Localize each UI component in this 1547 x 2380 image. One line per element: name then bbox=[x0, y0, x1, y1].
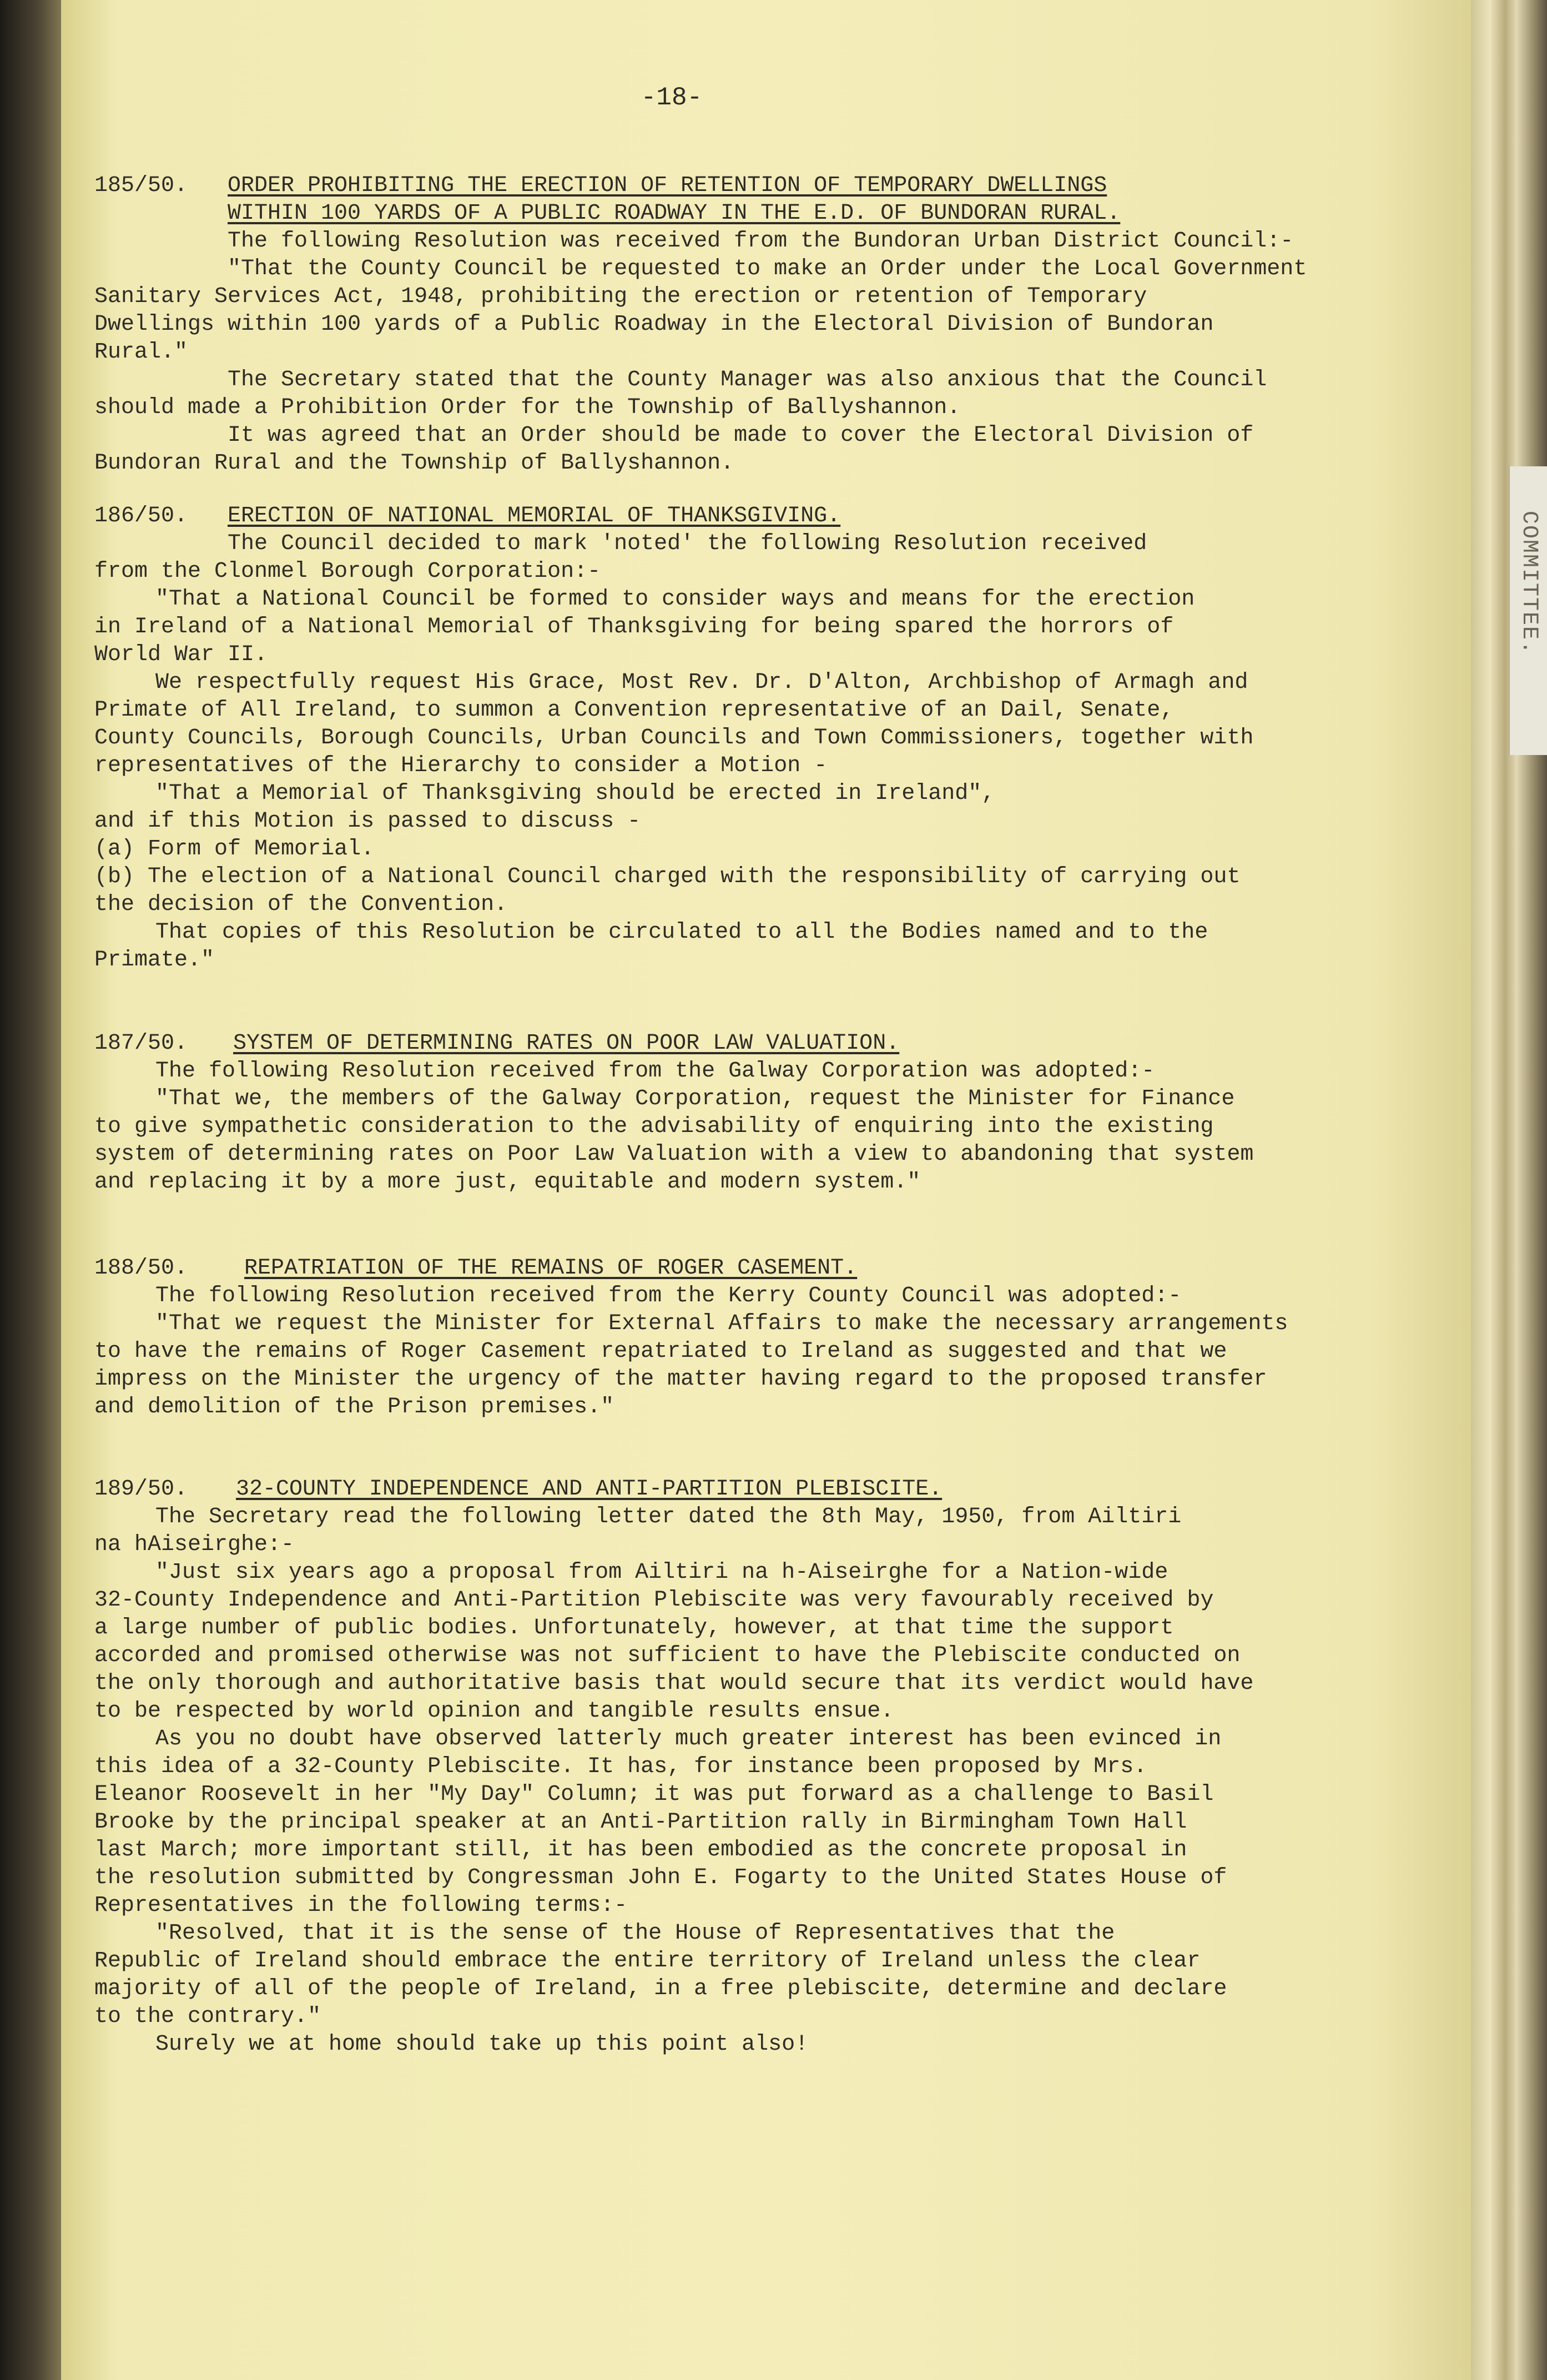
section-heading bbox=[94, 1030, 1343, 1058]
text-line: na hAiseirghe:- bbox=[94, 1532, 295, 1557]
minute-section-187 bbox=[94, 1030, 1343, 1196]
text-line: Brooke by the principal speaker at an Anti-Partition rally in Birmingham Town Hall bbox=[94, 1810, 1187, 1835]
text-line: to have the remains of Roger Casement repatriated to Ireland as suggested and that we bbox=[94, 1339, 1227, 1364]
text-line: a large number of public bodies. Unfortunately, however, at that time the support bbox=[94, 1616, 1174, 1641]
text-line: Primate." bbox=[94, 948, 215, 973]
text-line: "That we, the members of the Galway Corporation, request the Minister for Finance bbox=[155, 1086, 1235, 1111]
text-line: to give sympathetic consideration to the advisability of enquiring into the existing bbox=[94, 1114, 1214, 1139]
text-line: system of determining rates on Poor Law Valuation with a view to abandoning that system bbox=[94, 1142, 1254, 1167]
text-line: "That a Memorial of Thanksgiving should be erected in Ireland", bbox=[155, 781, 995, 806]
section-title-line: ORDER PROHIBITING THE ERECTION OF RETENTION OF TEMPORARY DWELLINGS bbox=[228, 173, 1107, 198]
section-heading bbox=[94, 1255, 1343, 1282]
text-line: The Council decided to mark 'noted' the following Resolution received bbox=[228, 531, 1147, 556]
minute-number: 187/50. bbox=[94, 1031, 188, 1056]
text-line: 32-County Independence and Anti-Partition Plebiscite was very favourably received by bbox=[94, 1588, 1214, 1613]
section-title-line: SYSTEM OF DETERMINING RATES ON POOR LAW VALUATION. bbox=[233, 1031, 900, 1056]
text-line: Dwellings within 100 yards of a Public Roadway in the Electoral Division of Bundoran bbox=[94, 312, 1214, 337]
text-line: It was agreed that an Order should be made to cover the Electoral Division of bbox=[228, 423, 1254, 448]
text-line: Primate of All Ireland, to summon a Convention representative of an Dail, Senate, bbox=[94, 698, 1174, 723]
text-line: majority of all of the people of Ireland, in a free plebiscite, determine and declare bbox=[94, 1976, 1227, 2001]
text-line: "Just six years ago a proposal from Ailtiri na h-Aiseirghe for a Nation-wide bbox=[155, 1560, 1168, 1585]
section-heading bbox=[94, 172, 1343, 200]
text-line: County Councils, Borough Councils, Urban Councils and Town Commissioners, together with bbox=[94, 726, 1254, 751]
text-line: "That the County Council be requested to make an Order under the Local Government bbox=[228, 256, 1307, 281]
minute-number: 186/50. bbox=[94, 504, 188, 529]
text-line: and demolition of the Prison premises." bbox=[94, 1395, 614, 1420]
minute-section-185 bbox=[94, 172, 1343, 477]
index-tab-label: COMMITTEE. bbox=[1516, 511, 1541, 656]
text-line: (b) The election of a National Council charged with the responsibility of carrying out bbox=[94, 864, 1241, 889]
text-line: Sanitary Services Act, 1948, prohibiting the erection or retention of Temporary bbox=[94, 284, 1147, 309]
text-line: the decision of the Convention. bbox=[94, 892, 508, 917]
text-line: Surely we at home should take up this point also! bbox=[155, 2032, 809, 2057]
text-line: As you no doubt have observed latterly much greater interest has been evinced in bbox=[155, 1727, 1222, 1752]
book-binding-left bbox=[0, 0, 67, 2380]
section-heading bbox=[94, 502, 1343, 530]
text-line: "That we request the Minister for External Affairs to make the necessary arrangements bbox=[155, 1311, 1288, 1336]
minute-section-189 bbox=[94, 1476, 1343, 2059]
text-line: the only thorough and authoritative basis that would secure that its verdict would have bbox=[94, 1671, 1254, 1696]
text-line: last March; more important still, it has been embodied as the concrete proposal in bbox=[94, 1838, 1187, 1863]
text-line: Eleanor Roosevelt in her "My Day" Column; it was put forward as a challenge to Basil bbox=[94, 1782, 1214, 1807]
page-number: -18- bbox=[641, 83, 703, 112]
text-line: The Secretary read the following letter dated the 8th May, 1950, from Ailtiri bbox=[155, 1505, 1182, 1529]
text-line: representatives of the Hierarchy to consider a Motion - bbox=[94, 753, 828, 778]
text-line: Bundoran Rural and the Township of Ballyshannon. bbox=[94, 451, 734, 476]
section-heading bbox=[94, 1476, 1343, 1503]
book-page-edges bbox=[1471, 0, 1547, 2380]
minute-section-186 bbox=[94, 502, 1343, 974]
section-title-line: 32-COUNTY INDEPENDENCE AND ANTI-PARTITION PLEBISCITE. bbox=[236, 1477, 943, 1502]
text-line: World War II. bbox=[94, 642, 268, 667]
text-line: to be respected by world opinion and tangible results ensue. bbox=[94, 1699, 894, 1724]
text-line: Rural." bbox=[94, 340, 188, 365]
text-line: "That a National Council be formed to consider ways and means for the erection bbox=[155, 587, 1195, 612]
text-line: The following Resolution was received from the Bundoran Urban District Council:- bbox=[228, 229, 1294, 254]
text-line: Republic of Ireland should embrace the entire territory of Ireland unless the clear bbox=[94, 1949, 1201, 1974]
text-line: and replacing it by a more just, equitable and modern system." bbox=[94, 1170, 921, 1195]
minute-number: 189/50. bbox=[94, 1477, 188, 1502]
text-line: and if this Motion is passed to discuss - bbox=[94, 809, 641, 834]
text-line: That copies of this Resolution be circulated to all the Bodies named and to the bbox=[155, 920, 1208, 945]
text-line: to the contrary." bbox=[94, 2004, 321, 2029]
text-line: The following Resolution received from the Galway Corporation was adopted:- bbox=[155, 1059, 1155, 1084]
text-line: should made a Prohibition Order for the Township of Ballyshannon. bbox=[94, 395, 961, 420]
text-line: We respectfully request His Grace, Most Rev. Dr. D'Alton, Archbishop of Armagh and bbox=[155, 670, 1248, 695]
text-line: impress on the Minister the urgency of the matter having regard to the proposed transfer bbox=[94, 1367, 1267, 1392]
section-title-line: ERECTION OF NATIONAL MEMORIAL OF THANKSGIVING. bbox=[228, 504, 841, 529]
minute-number: 188/50. bbox=[94, 1256, 188, 1281]
text-line: The Secretary stated that the County Manager was also anxious that the Council bbox=[228, 368, 1267, 393]
section-heading-cont bbox=[94, 200, 1343, 228]
text-line: in Ireland of a National Memorial of Thanksgiving for being spared the horrors of bbox=[94, 615, 1174, 640]
text-line: The following Resolution received from the Kerry County Council was adopted:- bbox=[155, 1284, 1182, 1309]
text-line: accorded and promised otherwise was not sufficient to have the Plebiscite conducted on bbox=[94, 1643, 1241, 1668]
text-line: from the Clonmel Borough Corporation:- bbox=[94, 559, 601, 584]
text-line: "Resolved, that it is the sense of the House of Representatives that the bbox=[155, 1921, 1115, 1946]
text-line: Representatives in the following terms:- bbox=[94, 1893, 628, 1918]
section-title-line: REPATRIATION OF THE REMAINS OF ROGER CASEMENT. bbox=[244, 1256, 858, 1281]
text-line: the resolution submitted by Congressman John E. Fogarty to the United States House of bbox=[94, 1865, 1227, 1890]
minute-section-188 bbox=[94, 1255, 1343, 1421]
section-title-line: WITHIN 100 YARDS OF A PUBLIC ROADWAY IN THE E.D. OF BUNDORAN RURAL. bbox=[228, 201, 1121, 226]
minute-number: 185/50. bbox=[94, 173, 188, 198]
text-line: this idea of a 32-County Plebiscite. It has, for instance been proposed by Mrs. bbox=[94, 1754, 1147, 1779]
text-line: (a) Form of Memorial. bbox=[94, 837, 375, 862]
